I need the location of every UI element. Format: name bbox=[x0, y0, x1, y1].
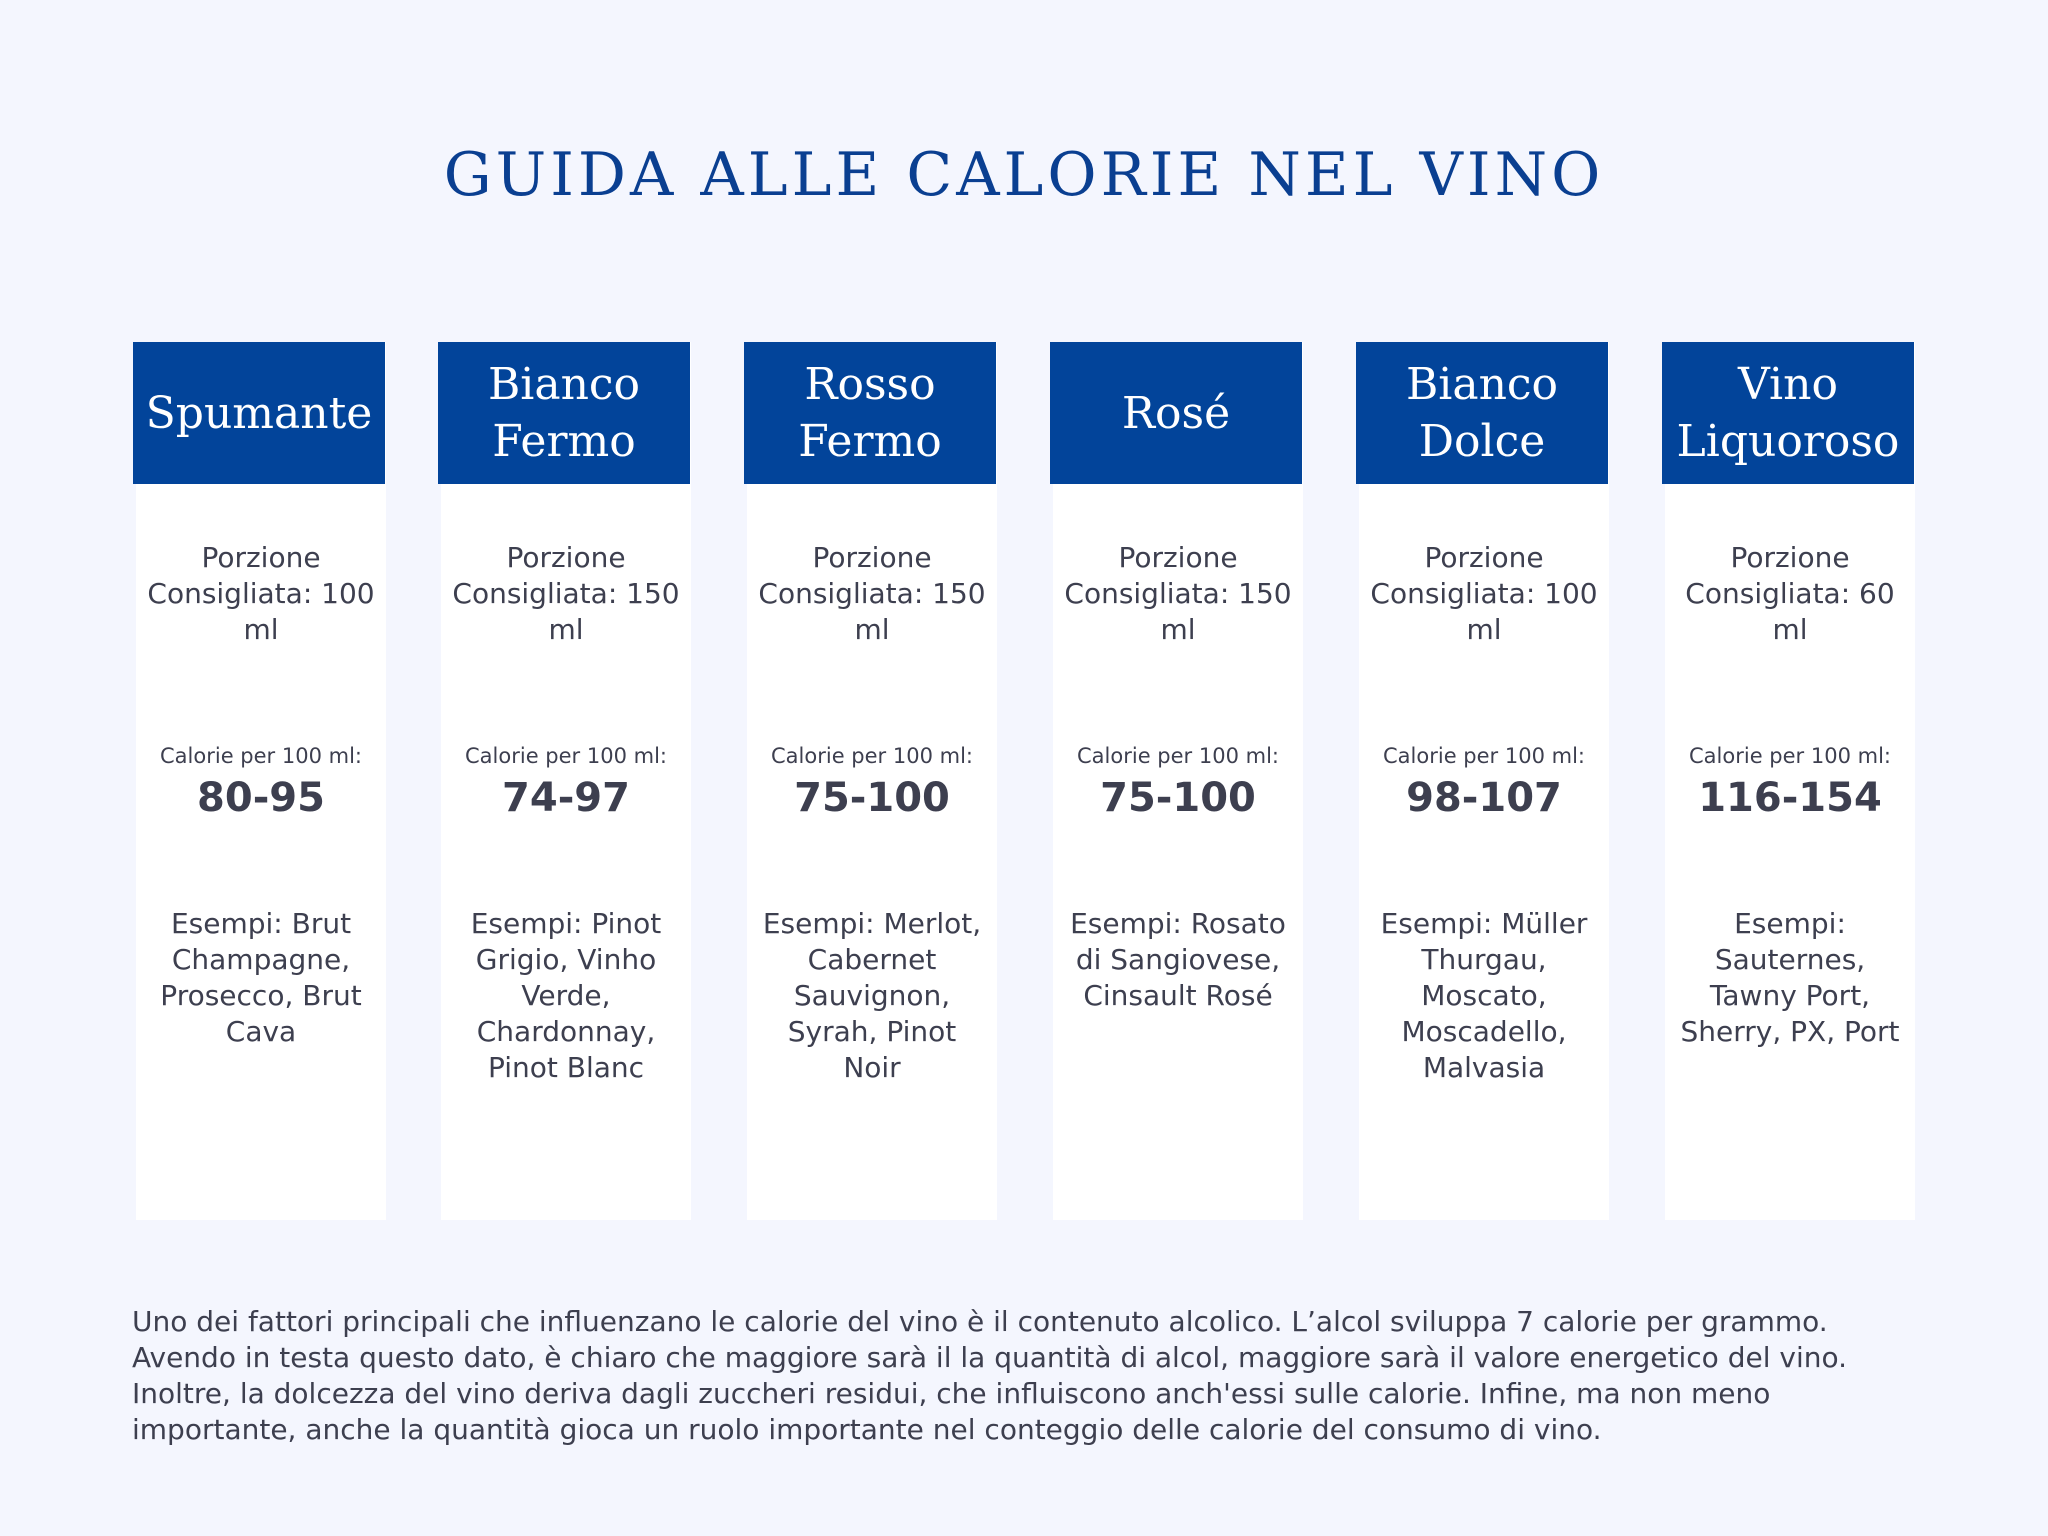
card-title: Bianco Fermo bbox=[438, 342, 690, 484]
calories-label: Calorie per 100 ml: bbox=[771, 744, 973, 768]
examples-text: Esempi: Merlot, Cabernet Sauvignon, Syrah, Pinot Noir bbox=[762, 907, 982, 1084]
calories-label: Calorie per 100 ml: bbox=[465, 744, 667, 768]
card-title: Spumante bbox=[133, 342, 385, 484]
wine-card-bianco-fermo bbox=[441, 342, 691, 1220]
recommended-portion: Porzione Consigliata: 150 ml bbox=[452, 541, 680, 646]
wine-card-rose bbox=[1053, 342, 1303, 1220]
calories-value: 75-100 bbox=[794, 775, 950, 821]
recommended-portion: Porzione Consigliata: 100 ml bbox=[1370, 541, 1598, 646]
recommended-portion: Porzione Consigliata: 60 ml bbox=[1685, 541, 1895, 646]
wine-card-spumante bbox=[136, 342, 386, 1220]
examples-text: Esempi: Müller Thurgau, Moscato, Moscadello, Malvasia bbox=[1380, 907, 1588, 1084]
examples-text: Esempi: Rosato di Sangiovese, Cinsault Rosé bbox=[1070, 907, 1286, 1012]
card-title: Rosso Fermo bbox=[744, 342, 996, 484]
examples-text: Esempi: Pinot Grigio, Vinho Verde, Chardonnay, Pinot Blanc bbox=[470, 907, 662, 1084]
wine-card-vino-liquoroso bbox=[1665, 342, 1915, 1220]
examples-text: Esempi: Sauternes, Tawny Port, Sherry, PX, Port bbox=[1680, 907, 1900, 1048]
card-title: Bianco Dolce bbox=[1356, 342, 1608, 484]
wine-cards bbox=[0, 342, 2048, 1222]
recommended-portion: Porzione Consigliata: 150 ml bbox=[1064, 541, 1292, 646]
wine-card-rosso-fermo bbox=[747, 342, 997, 1220]
calories-label: Calorie per 100 ml: bbox=[160, 744, 362, 768]
examples-text: Esempi: Brut Champagne, Prosecco, Brut Cava bbox=[160, 907, 362, 1048]
calories-label: Calorie per 100 ml: bbox=[1383, 744, 1585, 768]
card-title: Vino Liquoroso bbox=[1662, 342, 1914, 484]
calories-label: Calorie per 100 ml: bbox=[1689, 744, 1891, 768]
calories-label: Calorie per 100 ml: bbox=[1077, 744, 1279, 768]
calories-value: 98-107 bbox=[1406, 775, 1562, 821]
card-title: Rosé bbox=[1050, 342, 1302, 484]
recommended-portion: Porzione Consigliata: 150 ml bbox=[758, 541, 986, 646]
recommended-portion: Porzione Consigliata: 100 ml bbox=[147, 541, 375, 646]
page-title: GUIDA ALLE CALORIE NEL VINO bbox=[443, 140, 1605, 210]
calories-value: 75-100 bbox=[1100, 775, 1256, 821]
calories-value: 80-95 bbox=[197, 775, 325, 821]
footer-paragraph: Uno dei fattori principali che influenzano le calorie del vino è il contenuto alcolico. L’alcol sviluppa 7 calorie per grammo. Avendo in testa questo dato, è chiaro che maggiore sarà il la quantità di alcol, maggiore sarà il valore energetico del vino. Inoltre, la dolcezza del vino deriva dagli zuccheri residui, che influiscono anch'essi sulle calorie. Infine, ma non meno importante, anche la quantità gioca un ruolo importante nel conteggio delle calorie del consumo di vino. bbox=[132, 1305, 1848, 1446]
calories-value: 116-154 bbox=[1698, 775, 1882, 821]
wine-card-bianco-dolce bbox=[1359, 342, 1609, 1220]
calories-value: 74-97 bbox=[502, 775, 630, 821]
